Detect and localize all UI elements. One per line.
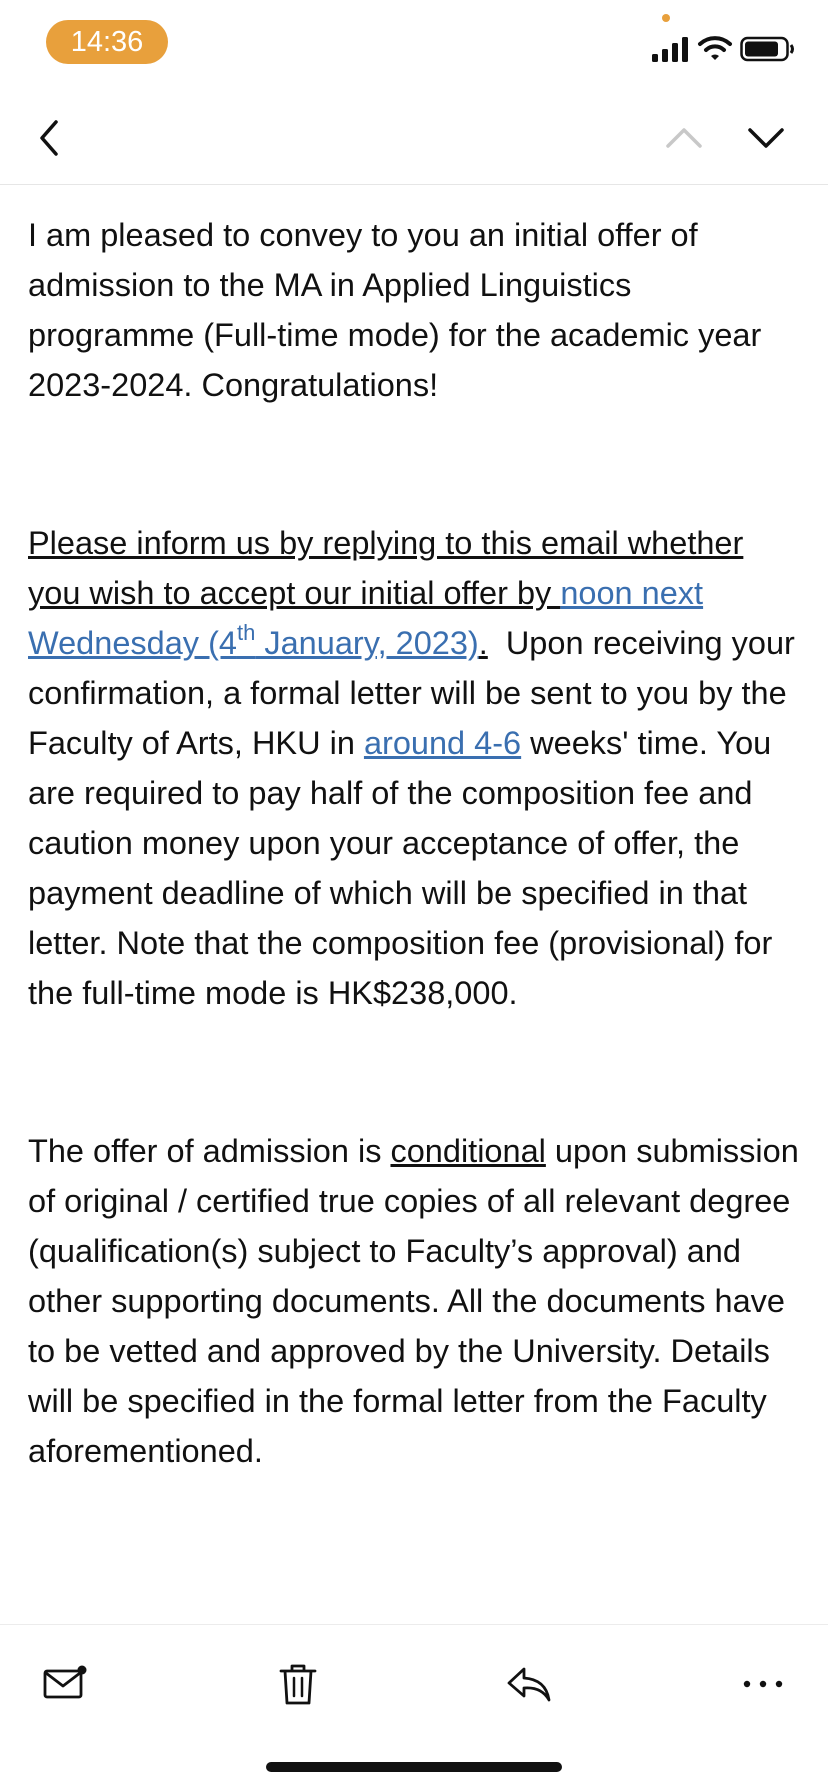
status-bar [0,0,828,90]
paragraph-reply-instructions [28,518,804,1018]
deadline-ordinal-sup: th [236,620,256,645]
bottom-toolbar [0,1624,828,1735]
confirmation-text: Upon receiving your confirmation, a formal letter will be sent to you by the Faculty of Arts, HKU in [28,625,804,761]
fee-text: weeks' time. You are required to pay half of the composition fee and caution money upon your acceptance of offer, the payment deadline of which will be specified in that letter. Note that the composition fee (provisional) for the full-time mode is HK$238,000. [28,725,773,1011]
deadline-period: . [478,625,488,661]
signal-icon [652,36,692,62]
more-icon[interactable] [738,1659,788,1709]
conditions-intro: The offer of admission is [28,1133,391,1169]
email-body[interactable] [28,184,804,1624]
conditional-underlined: conditional [390,1133,546,1169]
deadline-link-part-b: January, 2023) [255,625,479,661]
paragraph-offer: I am pleased to convey to you an initial offer of admission to the MA in Applied Linguistics programme (Full-time mode) for the academic year 2023-2024. Congratulations! [28,217,762,403]
back-chevron-icon[interactable] [30,118,70,158]
battery-icon [740,36,796,62]
reply-request-underlined: Please inform us by replying to this email whether you wish to accept our initial offer by [28,525,744,611]
deadline-link-part-a: noon next Wednesday (4 [28,575,704,661]
up-chevron-icon[interactable] [664,118,704,158]
email-nav-bar [0,90,828,185]
trash-icon[interactable] [273,1659,323,1709]
paragraph-conditions [28,1126,800,1476]
mail-unread-icon[interactable] [40,1659,90,1709]
reply-icon[interactable] [504,1659,554,1709]
recording-indicator-dot [662,14,670,22]
weeks-duration-link[interactable]: around 4-6 [363,725,522,761]
status-time[interactable]: 14:36 [46,20,168,64]
wifi-icon [698,35,732,61]
home-indicator[interactable] [266,1762,562,1772]
down-chevron-icon[interactable] [746,118,786,158]
conditions-text: upon submission of original / certified true copies of all relevant degree (qualification(s) subject to Faculty’s approval) and other supporting documents. All the documents have to be vetted and approved by the University. Details will be specified in the formal letter from the Faculty aforementioned. [28,1133,799,1469]
